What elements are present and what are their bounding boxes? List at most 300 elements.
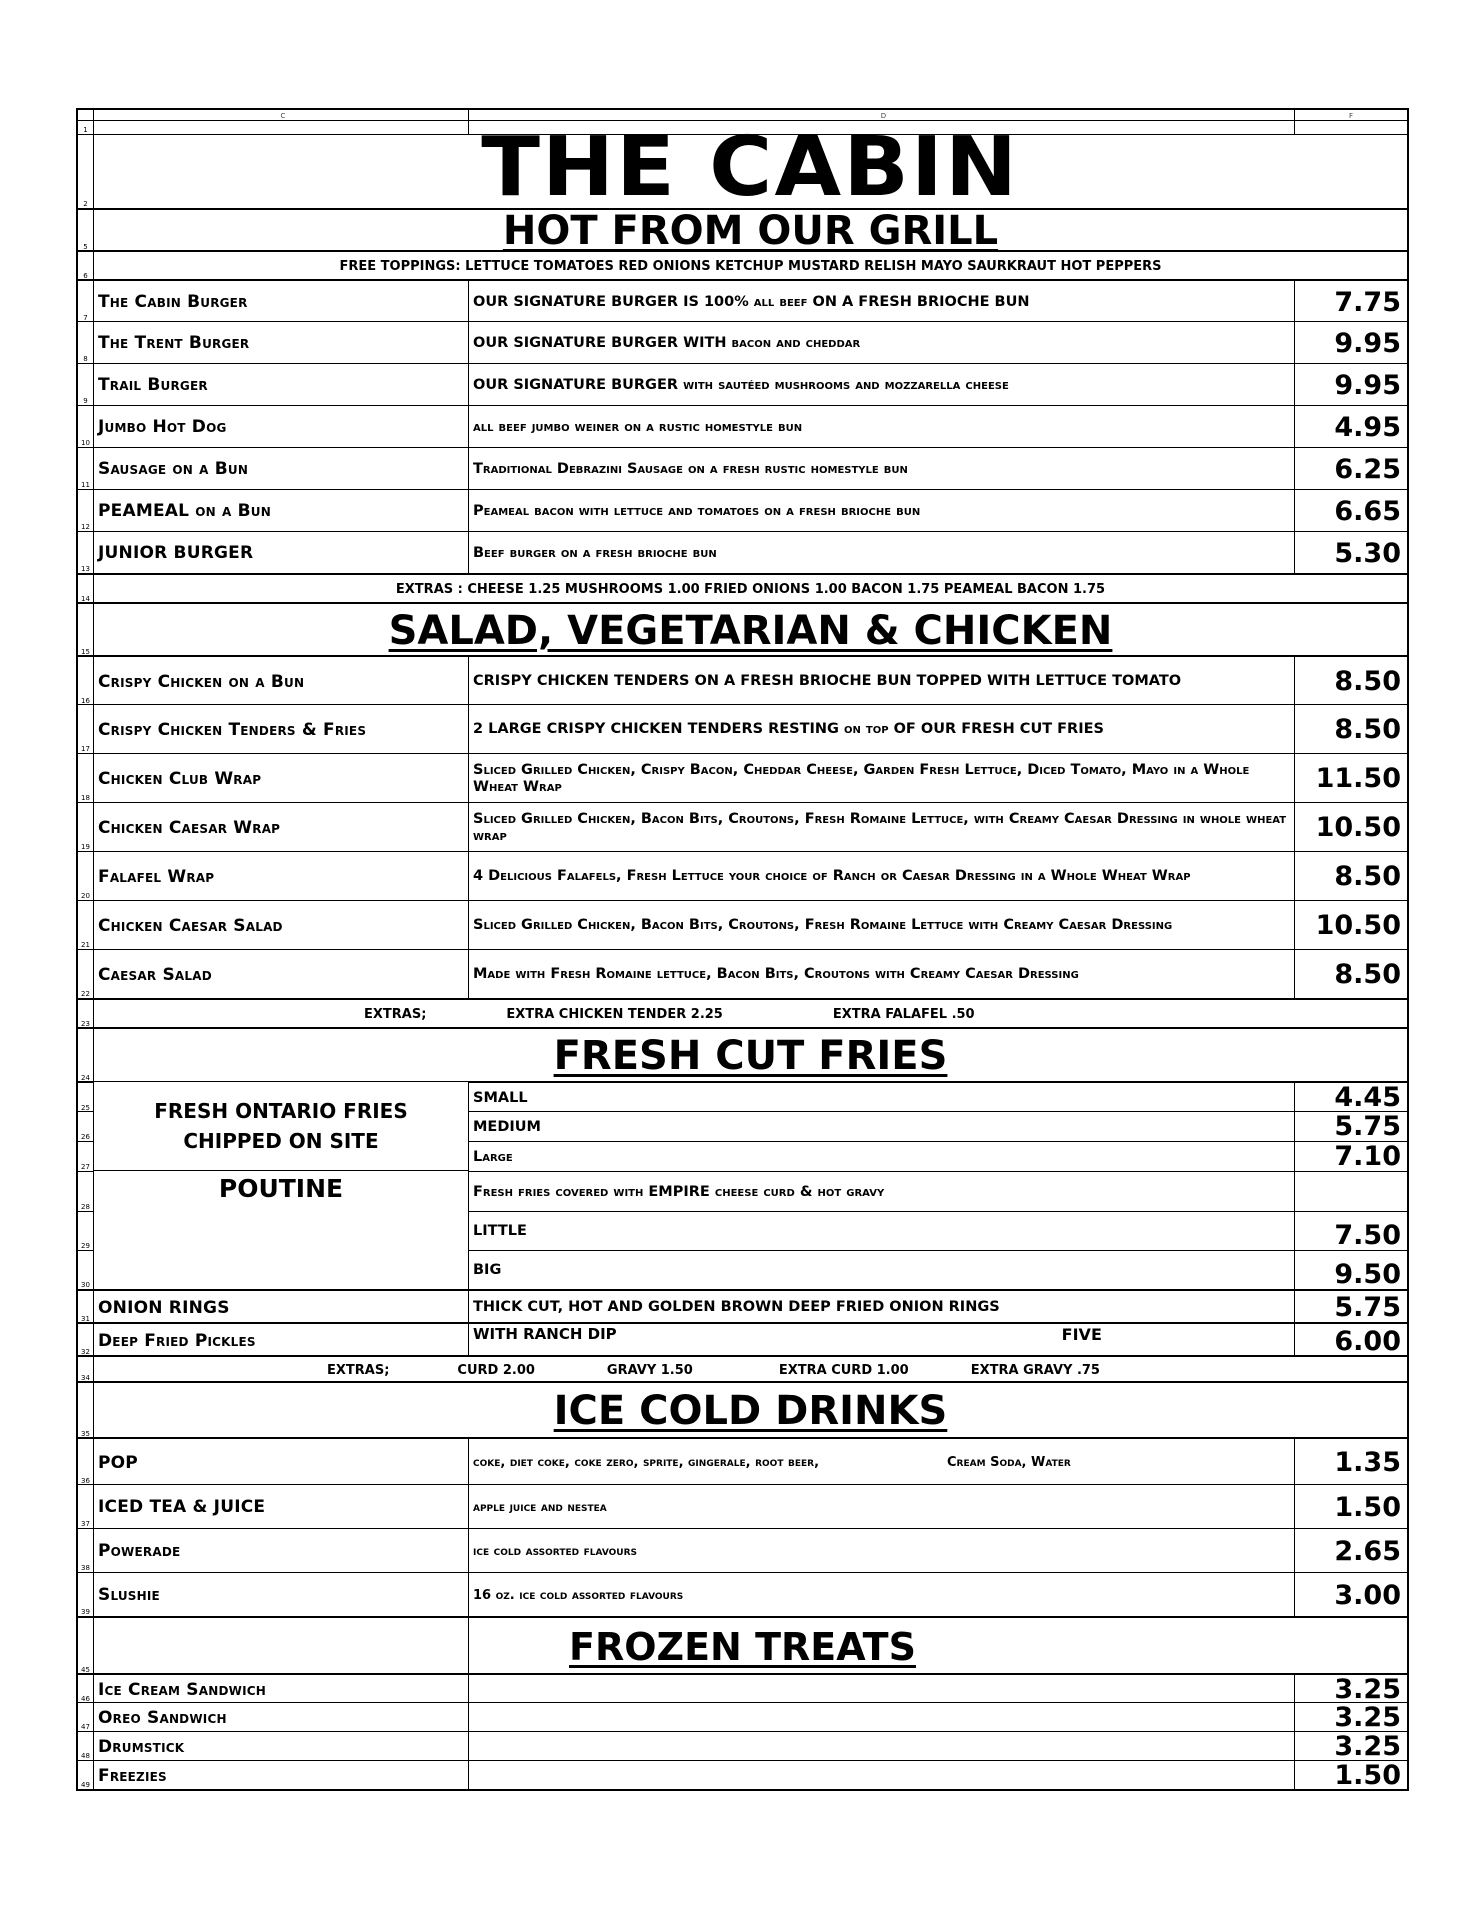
size-name-cell (469, 1083, 1295, 1113)
row-number: 12 (76, 490, 94, 532)
frozen-item-row (76, 1760, 1409, 1790)
poutine-size-name-cell (469, 1212, 1295, 1251)
row-number: 16 (76, 657, 94, 706)
poutine-description: Fresh fries covered with EMPIRE cheese curd & hot gravy (473, 1183, 885, 1200)
row-number: 31 (76, 1291, 94, 1324)
fries-left-label (94, 1082, 468, 1289)
row-cells (94, 950, 1409, 999)
poutine-size-price: 7.50 (1334, 1220, 1401, 1251)
item-price-cell (1295, 1324, 1407, 1357)
item-price-cell (1295, 1291, 1407, 1324)
item-description-cell (469, 322, 1295, 364)
item-description-cell (469, 448, 1295, 490)
poutine-description-cell (469, 1172, 1295, 1212)
item-price: 5.75 (1334, 1292, 1401, 1323)
item-price-cell (1295, 490, 1407, 532)
row-cells (94, 1029, 1409, 1083)
size-price-cell (1295, 1112, 1407, 1142)
item-description-cell (469, 852, 1295, 901)
fries-label-1: FRESH ONTARIO FRIES (154, 1099, 408, 1123)
fries-section-title: FRESH CUT FRIES (553, 1033, 948, 1079)
column-letter: D (880, 112, 887, 120)
free-toppings: FREE TOPPINGS: LETTUCE TOMATOES RED ONIONS KETCHUP MUSTARD RELISH MAYO SAURKRAUT HOT PEPPERS (339, 259, 1162, 274)
item-description-cell (469, 532, 1295, 574)
pickles-row (76, 1322, 1409, 1357)
item-name-cell (94, 1324, 469, 1357)
column-letter: C (280, 112, 286, 120)
item-price-cell (1295, 406, 1407, 448)
row-cells (94, 490, 1409, 532)
salad-item-row (76, 802, 1409, 852)
row-number: 2 (76, 135, 94, 209)
row-number: 6 (76, 252, 94, 281)
item-name: Chicken Club Wrap (98, 768, 262, 789)
item-name: Deep Fried Pickles (98, 1330, 256, 1351)
logo-row (76, 120, 1409, 215)
item-name: Crispy Chicken on a Bun (98, 671, 305, 692)
item-price: 4.95 (1334, 411, 1401, 443)
item-price-cell (1295, 950, 1407, 999)
item-name: Drumstick (98, 1736, 185, 1757)
item-price: 8.50 (1334, 714, 1401, 745)
row-cells (94, 322, 1409, 364)
item-name-cell (94, 950, 469, 999)
drink-row (76, 1484, 1409, 1529)
row-number: 17 (76, 705, 94, 754)
toppings-row (76, 250, 1409, 281)
fries-divider (94, 1170, 468, 1171)
row-cells (94, 448, 1409, 490)
item-description-cell (469, 1529, 1295, 1573)
item-name-cell (94, 1732, 469, 1761)
row-number: 48 (76, 1732, 94, 1761)
item-price: 1.35 (1334, 1447, 1401, 1478)
item-price-cell (1295, 1439, 1407, 1486)
item-description: 2 LARGE CRISPY CHICKEN TENDERS RESTING on top OF OUR FRESH CUT FRIES (473, 721, 1104, 737)
item-name-cell (94, 852, 469, 901)
size-name: SMALL (473, 1089, 528, 1106)
item-price-cell (1295, 705, 1407, 754)
blank-cell (94, 1618, 469, 1675)
row-cells (94, 1485, 1409, 1529)
item-description-cell (469, 657, 1295, 706)
item-name: Chicken Caesar Wrap (98, 817, 281, 838)
item-name: ONION RINGS (98, 1297, 230, 1318)
item-price: 9.95 (1334, 369, 1401, 401)
salad-title-row (76, 602, 1409, 657)
item-description: 4 Delicious Falafels, Fresh Lettuce your choice of Ranch or Caesar Dressing in a Whole Wheat Wrap (473, 868, 1191, 884)
item-description-cell (469, 1485, 1295, 1529)
item-price: 2.65 (1334, 1535, 1401, 1567)
size-name-cell (469, 1112, 1295, 1142)
item-price: 8.50 (1334, 666, 1401, 697)
item-name-cell (94, 803, 469, 852)
item-name-cell (94, 754, 469, 803)
item-name-cell (94, 901, 469, 950)
item-name-cell (94, 1573, 469, 1617)
item-price: 6.25 (1334, 453, 1401, 485)
item-price: 8.50 (1334, 861, 1401, 892)
frozen-section-title: FROZEN TREATS (569, 1624, 916, 1669)
drink-row (76, 1437, 1409, 1486)
item-description-cell (469, 803, 1295, 852)
item-price: 5.30 (1334, 537, 1401, 569)
item-price-cell (1295, 1529, 1407, 1573)
size-name-cell (469, 1142, 1295, 1172)
row-cells (94, 1703, 1409, 1732)
size-price: 4.45 (1334, 1082, 1401, 1113)
frozen-item-row (76, 1702, 1409, 1732)
row-cells (94, 754, 1409, 803)
salad-item-row (76, 655, 1409, 706)
item-name: ICED TEA & JUICE (98, 1497, 266, 1517)
size-price: 7.10 (1334, 1141, 1401, 1172)
row-cells (94, 901, 1409, 950)
item-name-cell (94, 1291, 469, 1324)
item-price-cell (1295, 1732, 1407, 1761)
item-description: Traditional Debrazini Sausage on a fresh rustic homestyle bun (473, 460, 908, 477)
item-name-cell (94, 657, 469, 706)
item-description-cell (469, 1291, 1295, 1324)
row-cells (94, 252, 1409, 281)
size-price-cell (1295, 1142, 1407, 1172)
row-cells (94, 532, 1409, 574)
row-cells (94, 406, 1409, 448)
fries-section-title-cell (94, 1029, 1407, 1083)
poutine-size-price: 9.50 (1334, 1259, 1401, 1290)
size-name: MEDIUM (473, 1118, 541, 1135)
item-description-cell (469, 490, 1295, 532)
salad-section-title: SALAD, VEGETARIAN & CHICKEN (388, 607, 1113, 654)
fries-extra: EXTRA CURD 1.00 (778, 1362, 909, 1378)
row-cells (94, 575, 1409, 604)
salad-item-row (76, 949, 1409, 999)
item-description: OUR SIGNATURE BURGER IS 100% all beef ON A FRESH BRIOCHE BUN (473, 293, 1030, 310)
row-number: 9 (76, 364, 94, 406)
item-name-cell (94, 705, 469, 754)
item-name: The Cabin Burger (98, 292, 248, 312)
item-price-cell (1295, 901, 1407, 950)
item-description-cell (469, 754, 1295, 803)
row-cells (94, 1732, 1409, 1761)
item-description-cell (469, 281, 1295, 323)
item-name-cell (94, 364, 469, 406)
item-description-cell (469, 406, 1295, 448)
row-number: 13 (76, 532, 94, 574)
row-number: 30 (76, 1251, 94, 1290)
item-name: Freezies (98, 1765, 167, 1786)
item-name-cell (94, 1703, 469, 1732)
item-name-cell (94, 1761, 469, 1790)
row-cells (94, 657, 1409, 706)
row-cells (94, 852, 1409, 901)
item-name-cell (94, 322, 469, 364)
row-number: 49 (76, 1761, 94, 1790)
drink-row (76, 1572, 1409, 1617)
item-price: 7.75 (1334, 286, 1401, 318)
row-number: 7 (76, 281, 94, 323)
item-price: 3.25 (1334, 1702, 1401, 1733)
item-description: THICK CUT, HOT AND GOLDEN BROWN DEEP FRIED ONION RINGS (473, 1299, 1000, 1315)
row-number: 37 (76, 1485, 94, 1529)
row-number: 20 (76, 852, 94, 901)
fries-extras-row (76, 1355, 1409, 1383)
item-price: 8.50 (1334, 959, 1401, 990)
item-name-cell (94, 1439, 469, 1486)
row-cells (94, 705, 1409, 754)
row-cells (94, 1383, 1409, 1439)
item-name: Slushie (98, 1585, 160, 1605)
drinks-section-title-cell (94, 1383, 1407, 1439)
frozen-title-row (76, 1616, 1409, 1675)
row-cells (94, 1291, 1409, 1324)
row-cells (94, 1761, 1409, 1790)
item-name: Ice Cream Sandwich (98, 1679, 266, 1700)
row-cells (94, 364, 1409, 406)
grill-item-row (76, 447, 1409, 490)
item-description-cell (469, 364, 1295, 406)
item-description: 16 oz. ice cold assorted flavours (473, 1587, 684, 1603)
row-number: 24 (76, 1029, 94, 1083)
salad-item-row (76, 753, 1409, 803)
row-cells (94, 120, 1409, 215)
fries-extra: EXTRAS; (327, 1362, 390, 1378)
grill-extras-cell (94, 575, 1407, 604)
row-number: 47 (76, 1703, 94, 1732)
row-number: 32 (76, 1324, 94, 1357)
grill-item-row (76, 279, 1409, 323)
row-number: 27 (76, 1142, 94, 1172)
poutine-size-price-cell (1295, 1251, 1407, 1290)
item-price-cell (1295, 803, 1407, 852)
salad-extras-cell (94, 1000, 1407, 1029)
item-description: all beef jumbo weiner on a rustic homestyle bun (473, 418, 803, 435)
row-number: 34 (76, 1357, 94, 1383)
item-description: coke, diet coke, coke zero, sprite, gingerale, root beer, (473, 1455, 820, 1470)
item-name: Jumbo Hot Dog (98, 417, 227, 437)
item-name: The Trent Burger (98, 333, 250, 353)
blank-cell (469, 1703, 1295, 1732)
row-cells (94, 1324, 1409, 1357)
item-name: Sausage on a Bun (98, 459, 249, 479)
item-description-cell (469, 1324, 1295, 1357)
row-cells (94, 1357, 1409, 1383)
row-number: 14 (76, 575, 94, 604)
item-price: 3.25 (1334, 1731, 1401, 1762)
blank-cell (469, 1761, 1295, 1790)
logo-title-cell (94, 120, 1407, 215)
sheet-bottom-border (76, 1789, 1409, 1791)
grill-item-row (76, 405, 1409, 448)
row-number: 29 (76, 1212, 94, 1251)
item-name: JUNIOR BURGER (98, 543, 254, 563)
size-price: 5.75 (1334, 1111, 1401, 1142)
grill-item-row (76, 531, 1409, 574)
item-description: Made with Fresh Romaine lettuce, Bacon Bits, Croutons with Creamy Caesar Dressing (473, 966, 1079, 982)
free-toppings-cell (94, 252, 1407, 281)
item-description: Sliced Grilled Chicken, Crispy Bacon, Cheddar Cheese, Garden Fresh Lettuce, Diced Tomato, Mayo in a Whole Wheat Wrap (473, 761, 1250, 795)
row-number: 1 (76, 121, 94, 135)
drinks-section-title: ICE COLD DRINKS (553, 1388, 948, 1434)
item-price-cell (1295, 1573, 1407, 1617)
item-price-cell (1295, 1703, 1407, 1732)
row-cells (94, 1675, 1409, 1704)
item-name: Falafel Wrap (98, 866, 215, 887)
onion-rings-row (76, 1289, 1409, 1324)
item-description: OUR SIGNATURE BURGER WITH bacon and cheddar (473, 334, 861, 351)
row-number: 46 (76, 1675, 94, 1704)
grill-extras: EXTRAS : CHEESE 1.25 MUSHROOMS 1.00 FRIED ONIONS 1.00 BACON 1.75 PEAMEAL BACON 1.75 (395, 582, 1106, 597)
fries-extra: EXTRA GRAVY .75 (970, 1362, 1100, 1378)
row-number: 26 (76, 1112, 94, 1142)
item-price-cell (1295, 1761, 1407, 1790)
poutine-size-price-cell (1295, 1212, 1407, 1251)
item-price: 11.50 (1315, 763, 1401, 794)
row-cells (94, 1573, 1409, 1617)
row-number: 8 (76, 322, 94, 364)
row-number: 36 (76, 1439, 94, 1486)
item-price-cell (1295, 1675, 1407, 1704)
row-number: 21 (76, 901, 94, 950)
item-name-cell (94, 490, 469, 532)
salad-extra: EXTRA FALAFEL .50 (832, 1007, 975, 1022)
item-price-cell (1295, 364, 1407, 406)
item-description-cell (469, 901, 1295, 950)
grill-section-title: HOT FROM OUR GRILL (502, 208, 999, 254)
grill-item-row (76, 363, 1409, 406)
blank-cell (1295, 1172, 1407, 1212)
fries-label-2: CHIPPED ON SITE (183, 1129, 379, 1153)
row-number: 25 (76, 1083, 94, 1113)
row-cells (94, 803, 1409, 852)
item-note: FIVE (1061, 1325, 1102, 1344)
item-price-cell (1295, 852, 1407, 901)
item-description-extra: Cream Soda, Water (947, 1455, 1071, 1470)
item-description-cell (469, 1573, 1295, 1617)
grill-title-row (76, 208, 1409, 252)
salad-extra: EXTRA CHICKEN TENDER 2.25 (506, 1007, 723, 1022)
drink-row (76, 1528, 1409, 1573)
item-name: Caesar Salad (98, 964, 212, 985)
item-description: apple juice and nestea (473, 1499, 607, 1515)
item-name: POP (98, 1452, 138, 1473)
grill-item-row (76, 321, 1409, 364)
blank-cell (469, 1732, 1295, 1761)
item-description: ice cold assorted flavours (473, 1543, 638, 1559)
frozen-item-row (76, 1673, 1409, 1704)
item-name: Trail Burger (98, 375, 208, 395)
row-cells (94, 1529, 1409, 1573)
item-name: Powerade (98, 1541, 181, 1561)
frozen-title-cell (469, 1618, 1407, 1675)
item-price: 6.65 (1334, 495, 1401, 527)
item-name-cell (94, 406, 469, 448)
row-number: 22 (76, 950, 94, 999)
item-name: PEAMEAL on a Bun (98, 501, 271, 521)
row-number: 23 (76, 1000, 94, 1029)
salad-extras-row (76, 998, 1409, 1029)
row-cells (94, 1618, 1409, 1675)
poutine-size-name: BIG (473, 1262, 502, 1278)
row-cells (94, 1439, 1409, 1486)
item-price: 6.00 (1334, 1326, 1401, 1357)
item-price-cell (1295, 1485, 1407, 1529)
item-name: Oreo Sandwich (98, 1707, 227, 1728)
item-price: 1.50 (1334, 1760, 1401, 1791)
fries-extra: CURD 2.00 (457, 1362, 535, 1378)
row-cells (94, 604, 1409, 657)
size-price-cell (1295, 1083, 1407, 1113)
fries-title-row (76, 1027, 1409, 1083)
item-description-cell (469, 1439, 1295, 1486)
item-name-cell (94, 1529, 469, 1573)
row-number: 15 (76, 604, 94, 657)
salad-section-title-cell (94, 604, 1407, 657)
grill-item-row (76, 489, 1409, 532)
item-price: 10.50 (1315, 910, 1401, 941)
item-price-cell (1295, 322, 1407, 364)
salad-item-row (76, 704, 1409, 754)
row-number: 19 (76, 803, 94, 852)
item-price: 9.95 (1334, 327, 1401, 359)
item-description-cell (469, 705, 1295, 754)
item-name-cell (94, 1675, 469, 1704)
fries-extra: GRAVY 1.50 (606, 1362, 693, 1378)
row-number: 45 (76, 1618, 94, 1675)
blank-cell (94, 121, 469, 135)
item-description: WITH RANCH DIP (473, 1325, 617, 1343)
row-number: 18 (76, 754, 94, 803)
salad-item-row (76, 851, 1409, 901)
item-price: 10.50 (1315, 812, 1401, 843)
item-price-cell (1295, 657, 1407, 706)
grill-section-title-cell (94, 210, 1407, 252)
salad-item-row (76, 900, 1409, 950)
row-cells (94, 210, 1409, 252)
logo-title: THE CABIN (481, 120, 1020, 215)
fries-extras-cell (94, 1357, 1407, 1383)
drinks-title-row (76, 1381, 1409, 1439)
size-name: Large (473, 1148, 513, 1165)
item-price-cell (1295, 448, 1407, 490)
item-description: OUR SIGNATURE BURGER with sautéed mushrooms and mozzarella cheese (473, 376, 1009, 393)
item-name-cell (94, 532, 469, 574)
row-number: 11 (76, 448, 94, 490)
item-description: Peameal bacon with lettuce and tomatoes on a fresh brioche bun (473, 502, 921, 519)
poutine-label: POUTINE (218, 1174, 344, 1203)
item-name-cell (94, 1485, 469, 1529)
item-description-cell (469, 950, 1295, 999)
item-price: 1.50 (1334, 1491, 1401, 1523)
item-price-cell (1295, 281, 1407, 323)
row-number: 10 (76, 406, 94, 448)
item-price-cell (1295, 754, 1407, 803)
row-number: 38 (76, 1529, 94, 1573)
column-letter: F (1348, 112, 1354, 120)
item-description: Sliced Grilled Chicken, Bacon Bits, Croutons, Fresh Romaine Lettuce, with Creamy Caesar Dressing in whole wheat wrap (473, 810, 1287, 844)
row-number: 39 (76, 1573, 94, 1617)
item-name: Crispy Chicken Tenders & Fries (98, 719, 367, 740)
row-cells (94, 1000, 1409, 1029)
poutine-size-name-cell (469, 1251, 1295, 1290)
item-name-cell (94, 281, 469, 323)
poutine-size-name: LITTLE (473, 1223, 527, 1239)
item-price: 3.00 (1334, 1579, 1401, 1611)
item-price-cell (1295, 532, 1407, 574)
row-cells (94, 281, 1409, 323)
frozen-item-row (76, 1731, 1409, 1761)
row-number: 5 (76, 210, 94, 252)
